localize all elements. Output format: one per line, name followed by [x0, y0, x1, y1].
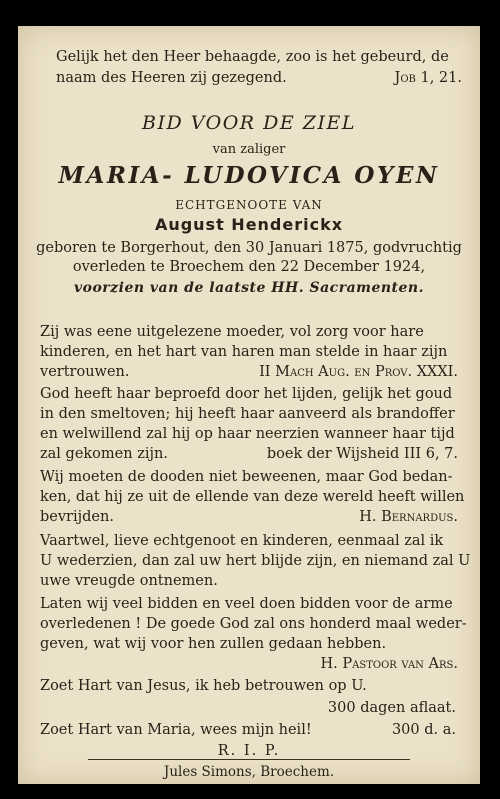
- prayer-2-line: [40, 721, 480, 740]
- p5-reference: H. Pastoor van Ars.: [320, 656, 458, 672]
- prayer-1-indulgence: 300 dagen aflaat.: [327, 700, 456, 716]
- birth-line: geboren te Borgerhout, den 30 Januari 1875, godvruchtig: [36, 240, 462, 256]
- p1-text-3: vertrouwen.: [40, 364, 130, 380]
- p3-line-1: Wij moeten de dooden niet beweenen, maar God bedan-: [40, 469, 453, 485]
- p1-line-3: [40, 363, 480, 382]
- sacraments-line: voorzien van de laatste HH. Sacramenten.: [74, 280, 424, 296]
- printer-credit: Jules Simons, Broechem.: [163, 764, 335, 780]
- epigraph-line-1: [56, 48, 462, 67]
- prayer-2-indulgence: 300 d. a.: [391, 722, 456, 738]
- epigraph-reference: Job 1, 21.: [394, 70, 462, 86]
- prayer-2: Zoet Hart van Maria, wees mijn heil!: [40, 722, 312, 738]
- epigraph-text-2: naam des Heeren zij gezegend.: [56, 70, 287, 86]
- death-line: overleden te Broechem den 22 December 1924,: [72, 259, 426, 275]
- spouse-name: August Henderickx: [154, 215, 344, 234]
- p4-line-2: U wederzien, dan zal uw hert blijde zijn, en niemand zal U: [40, 553, 471, 569]
- p4-line-1: Vaartwel, lieve echtgenoot en kinderen, eenmaal zal ik: [40, 533, 444, 549]
- p5-line-3: geven, wat wij voor hen zullen gedaan hebben.: [40, 636, 387, 652]
- p1-line-2: kinderen, en het hart van haren man stelde in haar zijn: [40, 344, 448, 360]
- memorial-card: [18, 26, 480, 784]
- epigraph-text-1: Gelijk het den Heer behaagde, zoo is het gebeurd, de: [56, 49, 449, 65]
- spouse-intro: ECHTGENOOTE VAN: [175, 198, 323, 212]
- prayer-1: Zoet Hart van Jesus, ik heb betrouwen op U.: [40, 678, 367, 694]
- p2-line-2: in den smeltoven; hij heeft haar aanveerd als brandoffer: [40, 406, 455, 422]
- p5-line-1: Laten wij veel bidden en veel doen bidden voor de arme: [40, 596, 453, 612]
- p4-line-3: uwe vreugde ontnemen.: [40, 573, 218, 589]
- divider: [88, 759, 410, 760]
- p2-reference: boek der Wijsheid III 6, 7.: [266, 446, 458, 462]
- p3-text-3: bevrijden.: [40, 509, 114, 525]
- p2-text-4: zal gekomen zijn.: [40, 446, 168, 462]
- p5-line-2: overledenen ! De goede God zal ons honderd maal weder-: [40, 616, 467, 632]
- p3-reference: H. Bernardus.: [359, 509, 458, 525]
- p2-line-1: God heeft haar beproefd door het lijden, gelijk het goud: [40, 386, 453, 402]
- p2-line-3: en welwillend zal hij op haar neerzien wanneer haar tijd: [40, 426, 455, 442]
- van-zaliger: van zaliger: [212, 142, 286, 157]
- p3-line-3: [40, 508, 480, 527]
- rip: R. I. P.: [217, 743, 281, 759]
- epigraph-line-2: [56, 69, 462, 88]
- p1-line-1: Zij was eene uitgelezene moeder, vol zorg voor hare: [40, 324, 424, 340]
- p2-line-4: [40, 445, 480, 464]
- heading-bid-voor-de-ziel: BID VOOR DE ZIEL: [142, 112, 356, 134]
- p3-line-2: ken, dat hij ze uit de ellende van deze wereld heeft willen: [40, 489, 465, 505]
- p1-reference: II Mach Aug. en Prov. XXXI.: [259, 364, 458, 380]
- deceased-name: MARIA- LUDOVICA OYEN: [58, 162, 440, 189]
